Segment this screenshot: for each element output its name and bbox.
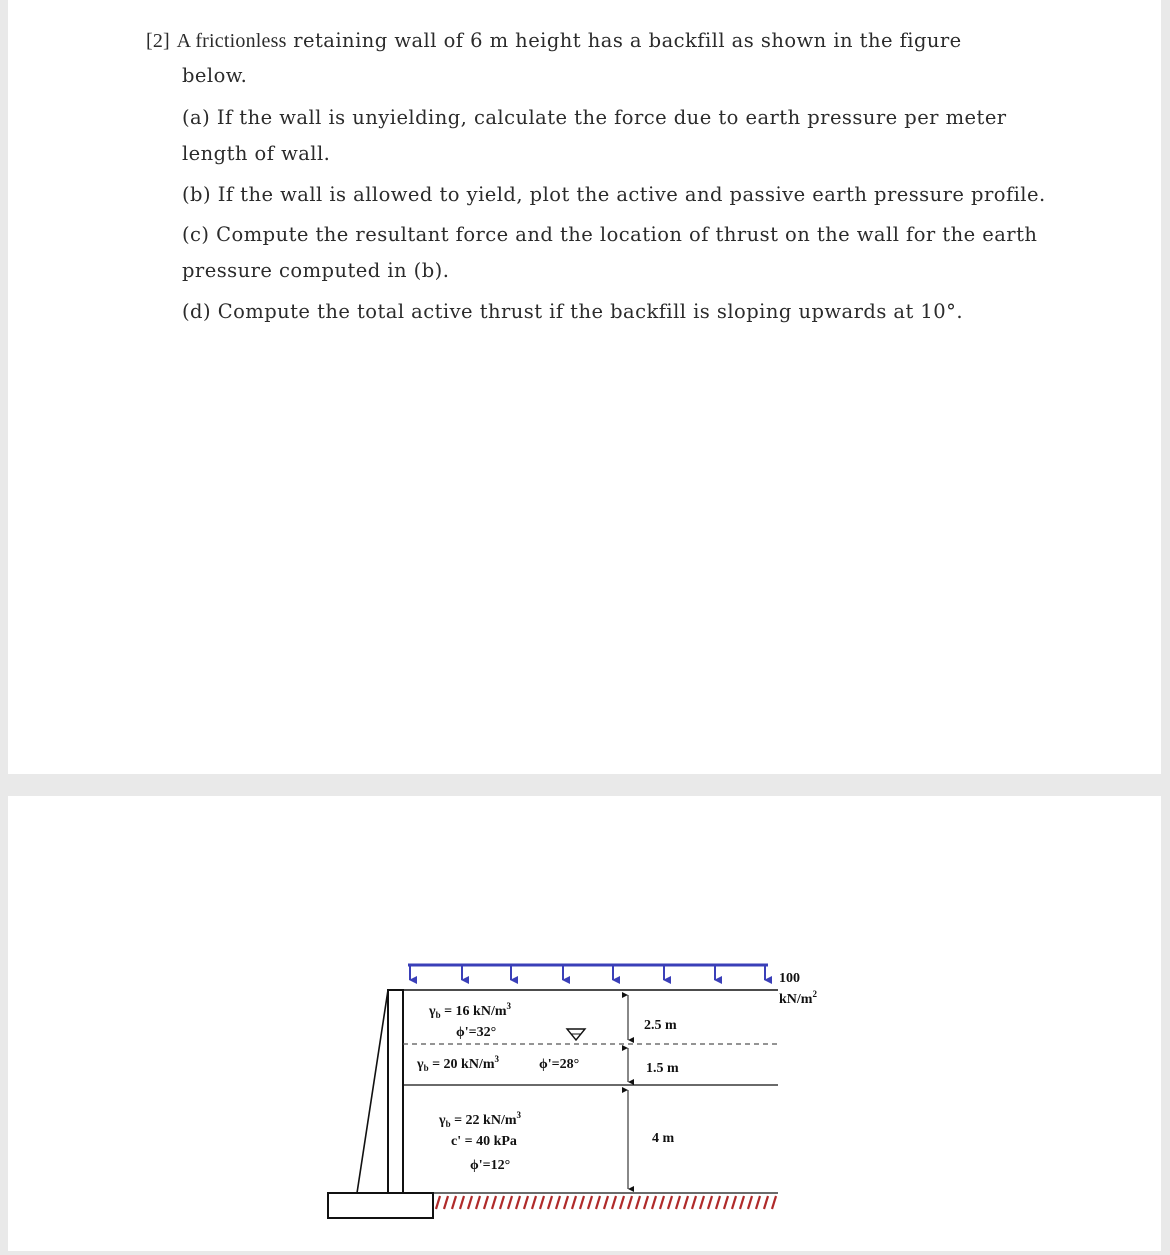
question-intro-text: retaining wall of 6 m height has a backfill as shown in the figure [293,29,962,52]
layer-2-friction-angle: ϕ'=28° [539,1057,580,1072]
wall-batter [357,990,388,1193]
layer-3-thickness: 4 m [652,1131,675,1146]
surcharge-load [408,965,817,1007]
layer-3-cohesion: c' = 40 kPa [451,1134,517,1149]
layer-2-properties [416,1054,579,1073]
retaining-wall [328,990,433,1218]
layer-1-properties [428,1001,512,1040]
retaining-wall-figure [8,796,1161,1251]
surcharge-value: 100 [779,971,800,986]
figure-card [8,796,1161,1251]
wall-footing [328,1193,433,1218]
question-intro-lead: A frictionless [176,30,287,52]
question-intro-line-2: below. [182,64,248,87]
soil-profile [403,990,778,1209]
surcharge-unit: $kN/m^2$ [779,989,817,1007]
part-c-line-1: (c) Compute the resultant force and the location of thrust on the wall for the earth [182,223,1038,246]
part-d-line-1: (d) Compute the total active thrust if the backfill is sloping upwards at 10°. [182,300,963,323]
layer-3-friction-angle: ϕ'=12° [470,1158,511,1173]
question-intro-line-1 [146,29,962,53]
part-c-line-2: pressure computed in (b). [182,259,450,282]
question-card [8,0,1161,774]
layer-1-thickness: 2.5 m [644,1018,677,1033]
part-b-line-1: (b) If the wall is allowed to yield, plot the active and passive earth pressure profile. [182,183,1046,206]
wall-stem [388,990,403,1193]
question-number: [2] [146,30,170,52]
layer-3-unit-weight: $\gamma_b = 22$ $kN/m^3$ [439,1110,522,1129]
layer-1-friction-angle: ϕ'=32° [456,1025,497,1040]
ground-hatch [436,1196,776,1209]
layer-1-unit-weight: $\gamma_b = 16$ $kN/m^3$ [429,1001,512,1020]
layer-3-properties [438,1110,522,1173]
part-a-line-2: length of wall. [182,142,331,165]
layer-2-unit-weight: $\gamma_b = 20$ $kN/m^3$ [417,1054,500,1073]
part-a-line-1: (a) If the wall is unyielding, calculate the force due to earth pressure per meter [182,106,1007,129]
layer-2-thickness: 1.5 m [646,1061,679,1076]
dimension-lines [628,995,679,1189]
